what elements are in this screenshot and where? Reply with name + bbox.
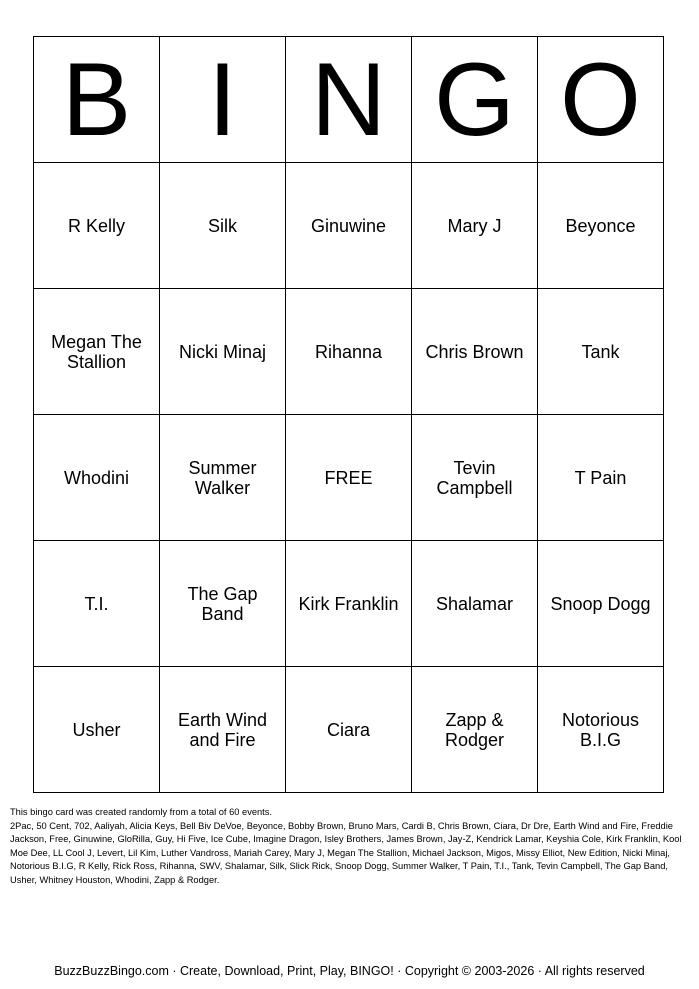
page-footer: BuzzBuzzBingo.com · Create, Download, Print, Play, BINGO! · Copyright © 2003-2026 · All rights reserved xyxy=(54,964,645,978)
bingo-cell: T Pain xyxy=(538,415,664,541)
bingo-cell: Mary J xyxy=(412,163,538,289)
card-row xyxy=(34,289,664,415)
bingo-cell: Whodini xyxy=(34,415,160,541)
card-row xyxy=(34,541,664,667)
header-letter-n: N xyxy=(286,37,412,163)
bingo-cell: Shalamar xyxy=(412,541,538,667)
bingo-cell: Tank xyxy=(538,289,664,415)
bingo-cell: Snoop Dogg xyxy=(538,541,664,667)
card-info xyxy=(10,806,686,887)
bingo-cell: Summer Walker xyxy=(160,415,286,541)
bingo-cell: Usher xyxy=(34,667,160,793)
bingo-cell: R Kelly xyxy=(34,163,160,289)
bingo-cell: T.I. xyxy=(34,541,160,667)
bingo-cell: Megan The Stallion xyxy=(34,289,160,415)
bingo-cell: Beyonce xyxy=(538,163,664,289)
card-row xyxy=(34,163,664,289)
bingo-cell: Nicki Minaj xyxy=(160,289,286,415)
card-row xyxy=(34,415,664,541)
bingo-cell: Notorious B.I.G xyxy=(538,667,664,793)
header-letter-b: B xyxy=(34,37,160,163)
bingo-cell: Ciara xyxy=(286,667,412,793)
bingo-cell: Earth Wind and Fire xyxy=(160,667,286,793)
header-letter-g: G xyxy=(412,37,538,163)
bingo-cell: Silk xyxy=(160,163,286,289)
bingo-cell: Ginuwine xyxy=(286,163,412,289)
bingo-cell: Chris Brown xyxy=(412,289,538,415)
bingo-cell: Zapp & Rodger xyxy=(412,667,538,793)
header-row xyxy=(34,37,664,163)
bingo-cell: Rihanna xyxy=(286,289,412,415)
event-list: 2Pac, 50 Cent, 702, Aaliyah, Alicia Keys, Bell Biv DeVoe, Beyonce, Bobby Brown, Bruno Mars, Cardi B, Chris Brown, Ciara, Dr Dre, Earth Wind and Fire, Freddie Jackson, Free, Ginuwine, GloRilla, Guy, Hi Five, Ice Cube, Imagine Dragon, Isley Brothers, James Brown, Jay-Z, Kendrick Lamar, Keyshia Cole, Kirk Franklin, Kool Moe Dee, LL Cool J, Levert, Lil Kim, Luther Vandross, Mariah Carey, Mary J, Megan The Stallion, Michael Jackson, Migos, Missy Elliot, New Edition, Nicki Minaj, Notorious B.I.G, R Kelly, Rick Ross, Rihanna, SWV, Shalamar, Silk, Slick Rick, Snoop Dogg, Summer Walker, T Pain, T.I., Tank, Tevin Campbell, The Gap Band, Usher, Whitney Houston, Whodini, Zapp & Rodger. xyxy=(10,820,682,885)
bingo-card xyxy=(33,36,664,793)
bingo-cell: Tevin Campbell xyxy=(412,415,538,541)
card-row xyxy=(34,667,664,793)
card-summary: This bingo card was created randomly from a total of 60 events. xyxy=(10,807,272,817)
bingo-cell: The Gap Band xyxy=(160,541,286,667)
header-letter-i: I xyxy=(160,37,286,163)
free-space-cell: FREE xyxy=(286,415,412,541)
bingo-cell: Kirk Franklin xyxy=(286,541,412,667)
header-letter-o: O xyxy=(538,37,664,163)
